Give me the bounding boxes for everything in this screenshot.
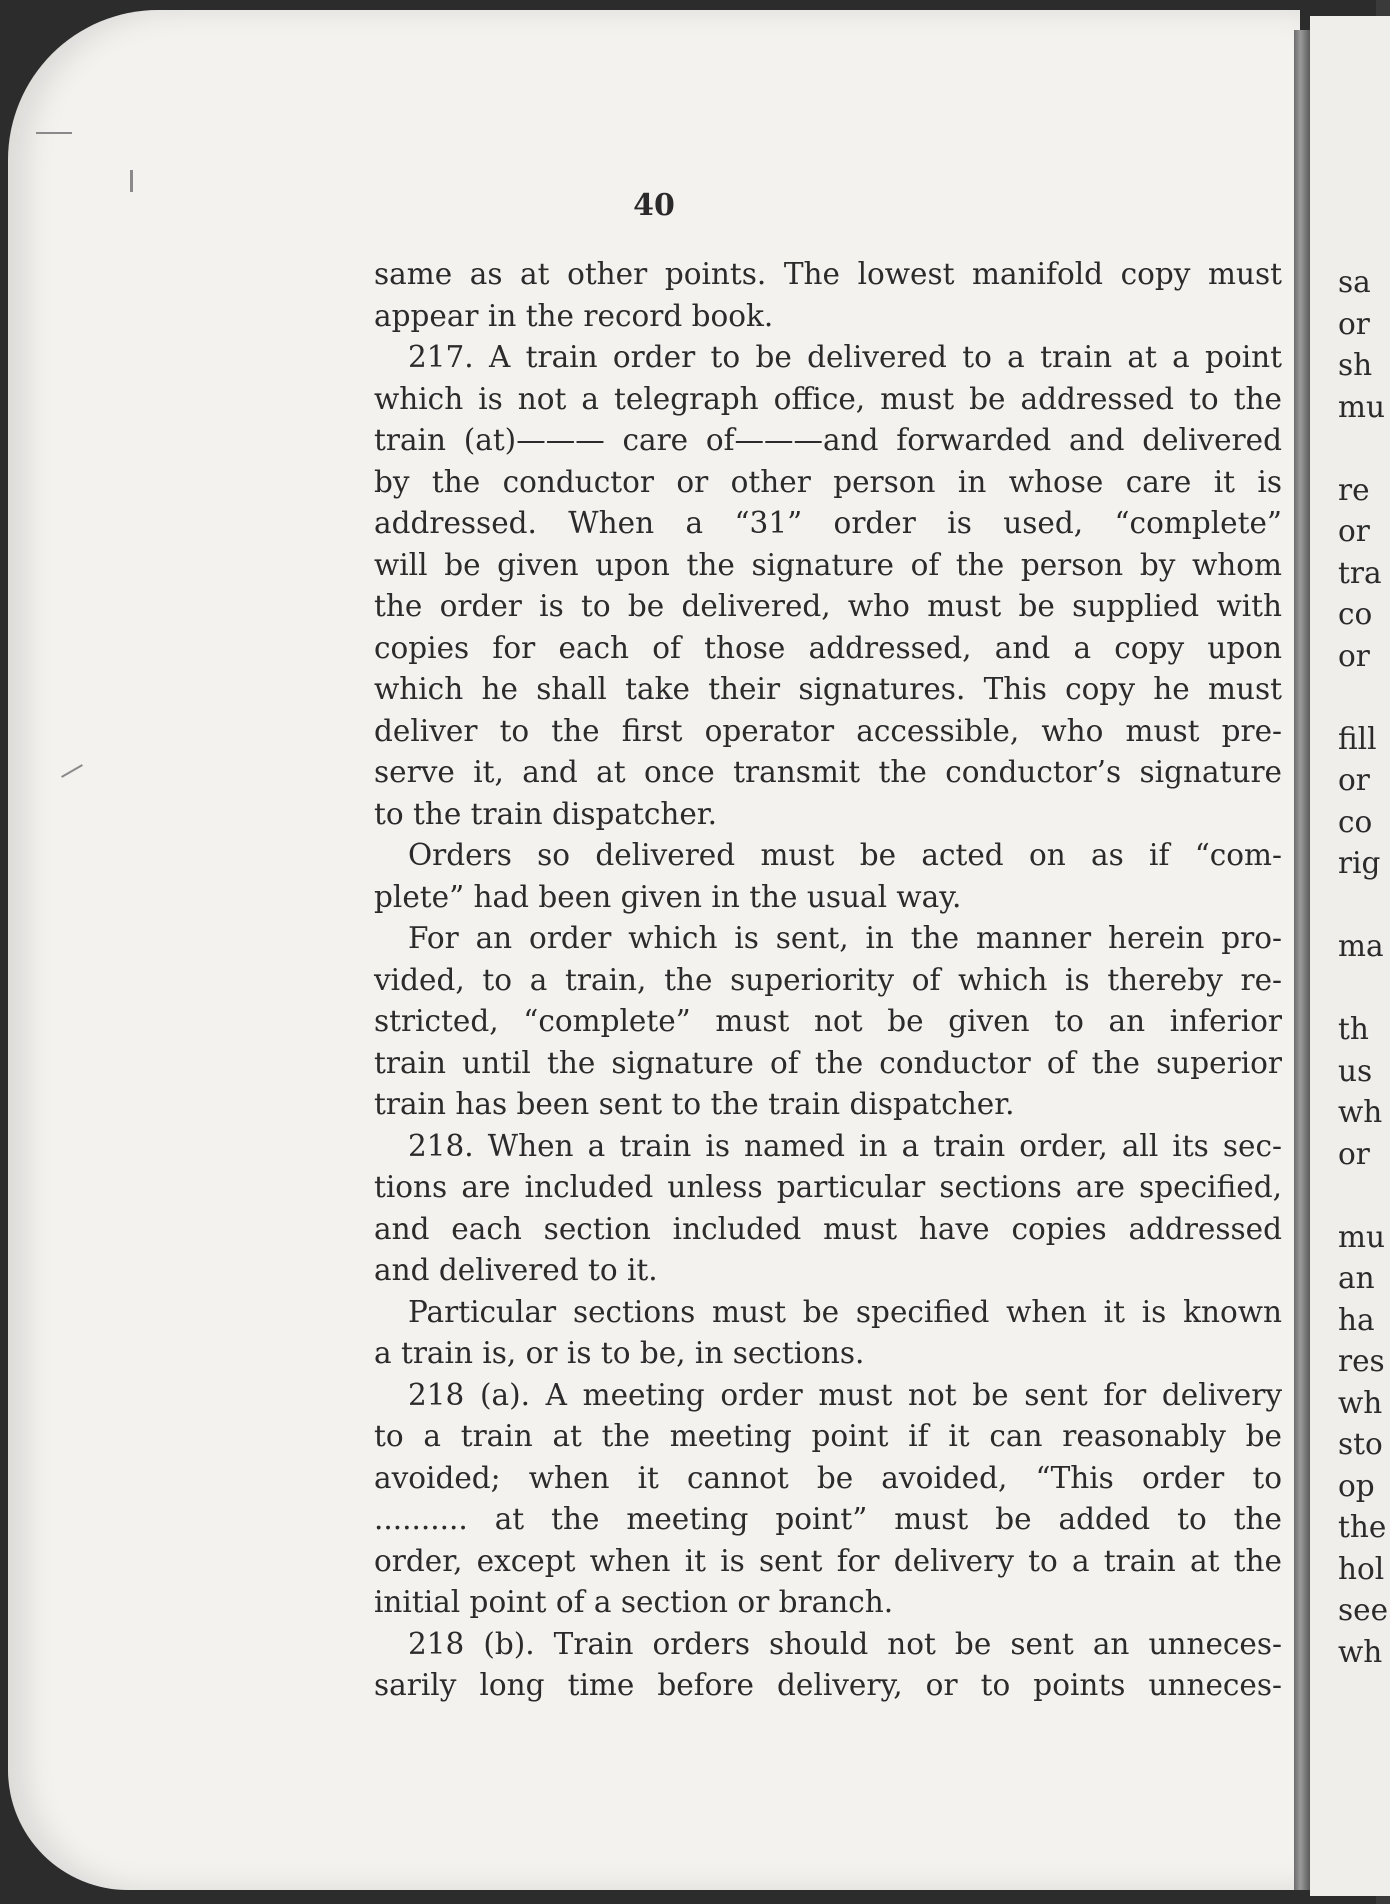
text-line: Particular sections must be specified when it is known <box>408 1294 1282 1329</box>
text-line: stricted, “complete” must not be given to an inferior <box>374 1004 1282 1038</box>
facing-page-fragment: sa <box>1338 265 1371 299</box>
text-line: .......... at the meeting point” must be added to the <box>374 1502 1282 1536</box>
text-line: to a train at the meeting point if it can reasonably be <box>374 1419 1282 1453</box>
text-line: For an order which is sent, in the manner herein pro- <box>408 921 1282 955</box>
facing-page-fragment: res <box>1338 1344 1385 1378</box>
text-line: copies for each of those addressed, and a copy upon <box>374 630 1282 665</box>
facing-page-fragment <box>1338 1175 1376 1217</box>
text-line: avoided; when it cannot be avoided, “This order to <box>374 1460 1282 1495</box>
facing-page-fragment: see <box>1338 1593 1389 1627</box>
text-line: Orders so delivered must be acted on as if “com- <box>408 838 1282 872</box>
text-line: will be given upon the signature of the person by whom <box>374 547 1282 582</box>
text-line: appear in the record book. <box>374 298 774 333</box>
text-line: vided, to a train, the superiority of which is thereby re- <box>374 962 1282 997</box>
text-line: by the conductor or other person in whose care it is <box>374 464 1282 499</box>
facing-page-fragment: ma <box>1338 929 1384 963</box>
facing-page-fragment: fill <box>1338 721 1377 756</box>
text-line: serve it, and at once transmit the conductor’s signature <box>374 755 1282 789</box>
facing-page-fragment: or <box>1338 638 1370 673</box>
text-line: train until the signature of the conductor of the superior <box>374 1045 1282 1080</box>
facing-page-fragment: co <box>1338 804 1373 839</box>
text-line: which is not a telegraph office, must be addressed to the <box>374 381 1282 416</box>
text-line: 218 (b). Train orders should not be sent an unneces- <box>408 1626 1282 1661</box>
facing-page-fragment: or <box>1338 306 1370 341</box>
book-gutter <box>1294 30 1310 1890</box>
facing-page-fragment: mu <box>1338 1219 1385 1254</box>
facing-page-fragment: hol <box>1338 1551 1385 1586</box>
text-line: which he shall take their signatures. This copy he must <box>374 672 1282 706</box>
text-line: 217. A train order to be delivered to a train at a point <box>408 340 1282 374</box>
facing-page-fragment: wh <box>1338 1385 1383 1420</box>
text-line: addressed. When a “31” order is used, “complete” <box>374 506 1282 540</box>
facing-page-fragment: the <box>1338 1510 1387 1544</box>
facing-page-fragment: tra <box>1338 555 1382 590</box>
text-line: train has been sent to the train dispatcher. <box>374 1087 1015 1121</box>
facing-page-fragment: re <box>1338 472 1370 507</box>
facing-page-fragment: us <box>1338 1053 1373 1088</box>
text-line: train (at)——— care of———and forwarded and delivered <box>374 423 1282 457</box>
facing-page-fragment <box>1338 968 1376 1010</box>
page-number: 40 <box>633 188 675 223</box>
text-line: same as at other points. The lowest manifold copy must <box>374 257 1282 291</box>
facing-page-fragment <box>1338 885 1376 927</box>
text-line: plete” had been given in the usual way. <box>374 879 962 914</box>
facing-page-fragment: sto <box>1338 1427 1383 1461</box>
facing-page-fragment: rig <box>1338 846 1381 880</box>
facing-page-fragment: or <box>1338 1136 1370 1171</box>
facing-page-fragment: wh <box>1338 1634 1383 1669</box>
text-line: tions are included unless particular sections are specified, <box>374 1170 1282 1204</box>
facing-page-fragment: mu <box>1338 389 1385 424</box>
text-line: 218 (a). A meeting order must not be sent for delivery <box>408 1377 1282 1412</box>
facing-page-fragment <box>1338 677 1376 719</box>
body-text <box>374 254 1282 1707</box>
text-line: sarily long time before delivery, or to points unneces- <box>374 1668 1282 1702</box>
facing-page-fragment: ha <box>1338 1302 1375 1337</box>
text-line: and each section included must have copies addressed <box>374 1211 1282 1246</box>
left-page <box>8 10 1300 1890</box>
facing-page-fragment: co <box>1338 597 1373 631</box>
text-line: 218. When a train is named in a train order, all its sec- <box>408 1128 1282 1163</box>
facing-page-fragment: th <box>1338 1012 1369 1046</box>
margin-smudge <box>36 132 72 134</box>
text-line: deliver to the first operator accessible, who must pre- <box>374 713 1282 748</box>
facing-page-fragment: an <box>1338 1261 1375 1295</box>
facing-page-fragment: sh <box>1338 348 1373 382</box>
text-line: order, except when it is sent for delivery to a train at the <box>374 1543 1282 1578</box>
text-line: to the train dispatcher. <box>374 796 718 831</box>
text-line: and delivered to it. <box>374 1253 658 1287</box>
text-line: initial point of a section or branch. <box>374 1585 894 1619</box>
facing-page-fragment <box>1338 428 1376 470</box>
text-line: the order is to be delivered, who must be supplied with <box>374 589 1282 623</box>
text-line: a train is, or is to be, in sections. <box>374 1336 865 1370</box>
facing-page-fragment: or <box>1338 763 1370 797</box>
facing-page-text <box>1338 262 1389 1673</box>
margin-smudge <box>61 764 83 778</box>
facing-page-fragment: wh <box>1338 1095 1383 1129</box>
facing-page-fragment: op <box>1338 1468 1375 1503</box>
facing-page-fragment: or <box>1338 514 1370 548</box>
